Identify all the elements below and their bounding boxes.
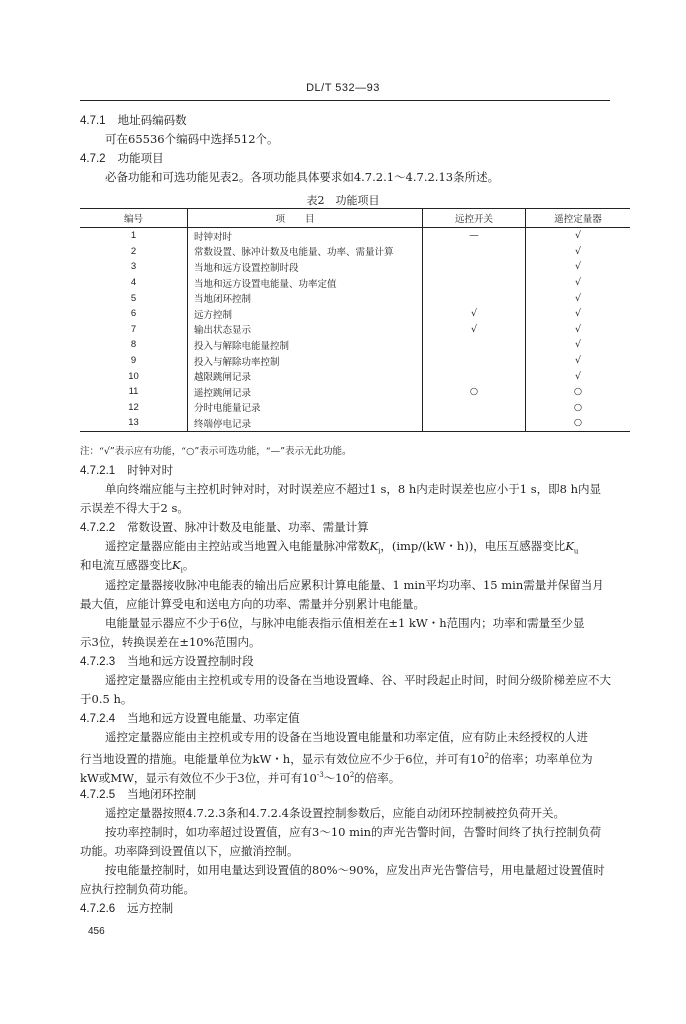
row-switch (423, 259, 526, 275)
paragraph-line: 遥控定量器按照4.7.2.3条和4.7.2.4条设置控制参数后，应能自动闭环控制被控负荷开关。 (105, 806, 565, 820)
section-number: 4.7.1 (80, 115, 106, 127)
row-number: 6 (130, 308, 137, 320)
row-number: 11 (128, 386, 139, 398)
paragraph-line: 示误差不得大于2 s。 (80, 501, 189, 515)
text-run: ～10 (323, 770, 350, 785)
section-4-7-2-2-heading (80, 520, 369, 536)
section-4-7-2-6-heading (80, 901, 173, 917)
table-row (80, 322, 630, 338)
section-number: 4.7.2.3 (80, 656, 116, 668)
text-run: 遥控定量器应能由主控站或当地置入电能量脉冲常数 (105, 539, 370, 553)
paragraph-line: 遥控定量器应能由主控机或专用的设备在当地设置电能量和功率定值，应有防止未经授权的人进 (105, 730, 588, 744)
row-switch (423, 415, 526, 431)
table-row (80, 244, 630, 260)
row-switch (423, 368, 526, 384)
superscript: 2 (484, 752, 490, 760)
document-code: DL/T 532—93 (306, 82, 380, 94)
section-number: 4.7.2.2 (80, 522, 116, 534)
section-4-7-2-3-heading (80, 654, 254, 670)
table-note: 注：“√”表示应有功能，“○”表示可选功能，“—”表示无此功能。 (80, 446, 352, 457)
superscript: -3 (316, 771, 324, 779)
section-4-7-2-4-heading (80, 711, 300, 727)
table-row (80, 353, 630, 369)
subscript: i (180, 566, 183, 575)
row-switch: √ (423, 322, 526, 338)
symbol-k: K (369, 539, 379, 553)
paragraph-line: 遥控定量器应能由主控机或专用的设备在当地设置峰、谷、平时段起止时间，时间分级阶梯差应不大 (105, 673, 611, 687)
row-switch: √ (423, 306, 526, 322)
function-table (80, 208, 630, 432)
paragraph-line: 电能量显示器应不少于6位，与脉冲电能表指示值相差在±1 kW・h范围内；功率和需量至少显 (105, 616, 585, 630)
row-controller: √ (526, 244, 631, 260)
subscript: u (573, 547, 579, 556)
row-controller: √ (526, 259, 631, 275)
symbol-k: K (172, 558, 181, 572)
row-number: 5 (130, 292, 137, 304)
row-number: 8 (130, 339, 137, 351)
row-item: 常数设置、脉冲计数及电能量、功率、需量计算 (188, 244, 423, 260)
table-row (80, 337, 630, 353)
table-row (80, 275, 630, 291)
section-title: 时钟对时 (127, 463, 174, 477)
section-number: 4.7.2.5 (80, 789, 116, 801)
row-switch (423, 244, 526, 260)
section-number: 4.7.2 (80, 153, 106, 165)
row-number: 9 (130, 355, 137, 367)
row-number: 10 (128, 370, 139, 382)
paragraph-line: 示3位，转换误差在±10%范围内。 (80, 635, 261, 649)
table-row (80, 415, 630, 431)
row-item: 遥控跳闸记录 (188, 384, 423, 400)
paragraph-line (80, 558, 194, 578)
header-divider (80, 100, 610, 101)
row-item: 越限跳闸记录 (188, 368, 423, 384)
row-number: 7 (130, 323, 137, 335)
row-switch (423, 290, 526, 306)
row-switch (423, 400, 526, 416)
section-title: 远方控制 (127, 901, 174, 915)
section-number: 4.7.2.4 (80, 713, 116, 725)
section-title: 常数设置、脉冲计数及电能量、功率、需量计算 (127, 520, 369, 534)
text-run: 的倍率；功率单位为 (489, 751, 593, 766)
table-row (80, 384, 630, 400)
table-header-row (80, 209, 630, 228)
row-controller: ○ (526, 415, 631, 431)
row-item: 投入与解除电能量控制 (188, 337, 423, 353)
text-run: 行当地设置的措施。电能量单位为kW・h，显示有效位应不少于6位，并可有10 (80, 751, 485, 766)
paragraph-line (80, 768, 400, 786)
paragraph-line: 应执行控制负荷功能。 (80, 882, 195, 896)
row-switch: ○ (423, 384, 526, 400)
table-caption: 表2 功能项目 (306, 194, 380, 207)
col-header-controller: 遥控定量器 (526, 209, 631, 228)
row-controller: √ (526, 322, 631, 338)
section-4-7-2-text: 必备功能和可选功能见表2。各项功能具体要求如4.7.2.1～4.7.2.13条所述。 (105, 170, 500, 184)
row-item: 远方控制 (188, 306, 423, 322)
section-4-7-1-heading (80, 113, 187, 129)
row-switch: — (423, 228, 526, 244)
section-title: 功能项目 (117, 151, 164, 165)
paragraph-line: 于0.5 h。 (80, 692, 133, 706)
section-4-7-2-heading (80, 151, 164, 167)
row-controller: √ (526, 228, 631, 244)
row-controller: ○ (526, 400, 631, 416)
row-item: 分时电能量记录 (188, 400, 423, 416)
text-run: ，(imp/(kW・h))，电压互感器变比 (380, 539, 566, 553)
page-number: 456 (88, 926, 105, 937)
superscript: 2 (349, 771, 355, 779)
text-run: 。 (182, 558, 195, 572)
section-number: 4.7.2.6 (80, 903, 116, 915)
row-item: 时钟对时 (188, 228, 423, 244)
col-header-num: 编号 (80, 209, 188, 228)
table-row (80, 228, 630, 244)
table-row (80, 259, 630, 275)
row-number: 3 (130, 261, 137, 273)
row-controller: √ (526, 353, 631, 369)
row-switch (423, 275, 526, 291)
paragraph-line: 按功率控制时，如功率超过设置值，应有3～10 min的声光告警时间，告警时间终了执行控制负荷 (105, 825, 602, 839)
subscript: i (378, 547, 381, 556)
row-item: 终端停电记录 (188, 415, 423, 431)
row-controller: √ (526, 337, 631, 353)
paragraph-line: 按电能量控制时，如用电量达到设置值的80%～90%，应发出声光告警信号，用电量超过设置值时 (105, 863, 605, 877)
col-header-switch: 远控开关 (423, 209, 526, 228)
row-item: 当地和远方设置控制时段 (188, 259, 423, 275)
row-item: 投入与解除功率控制 (188, 353, 423, 369)
row-item: 当地和远方设置电能量、功率定值 (188, 275, 423, 291)
row-number: 12 (128, 401, 139, 413)
paragraph-line (80, 749, 593, 767)
row-controller: √ (526, 368, 631, 384)
row-controller: √ (526, 275, 631, 291)
table-row (80, 400, 630, 416)
col-header-item: 项目 (188, 209, 423, 228)
section-title: 当地闭环控制 (127, 787, 197, 801)
row-number: 4 (130, 277, 137, 289)
paragraph-line: 遥控定量器接收脉冲电能表的输出后应累积计算电能量、1 min平均功率、15 min需量并保留当月 (105, 578, 604, 592)
section-4-7-2-5-heading (80, 787, 196, 803)
text-run: 和电流互感器变比 (80, 558, 172, 572)
row-controller: √ (526, 306, 631, 322)
paragraph-line: 单向终端应能与主控机时钟对时，对时误差应不超过1 s，8 h内走时误差也应小于1 s，即8 h内显 (105, 482, 602, 496)
table-row (80, 306, 630, 322)
symbol-k: K (565, 539, 574, 553)
text-run: 的倍率。 (354, 770, 401, 785)
section-title: 地址码编码数 (117, 113, 187, 127)
row-number: 13 (80, 415, 188, 431)
text-run: kW或MW，显示有效位不少于3位，并可有10 (80, 770, 317, 785)
section-number: 4.7.2.1 (80, 465, 116, 477)
row-controller: ○ (526, 384, 631, 400)
table-row (80, 290, 630, 306)
section-title: 当地和远方设置控制时段 (127, 654, 254, 668)
row-item: 输出状态显示 (188, 322, 423, 338)
section-4-7-1-text: 可在65536个编码中选择512个。 (105, 132, 279, 146)
table-row (80, 368, 630, 384)
paragraph-line: 最大值，应能计算受电和送电方向的功率、需量并分别累计电能量。 (80, 597, 425, 611)
section-title: 当地和远方设置电能量、功率定值 (127, 711, 300, 725)
row-number: 2 (130, 245, 137, 257)
row-switch (423, 337, 526, 353)
row-switch (423, 353, 526, 369)
paragraph-line (105, 539, 578, 559)
row-item: 当地闭环控制 (188, 290, 423, 306)
section-4-7-2-1-heading (80, 463, 173, 479)
row-number: 1 (130, 230, 137, 242)
row-controller: √ (526, 290, 631, 306)
paragraph-line: 功能。功率降到设置值以下，应撤消控制。 (80, 844, 299, 858)
